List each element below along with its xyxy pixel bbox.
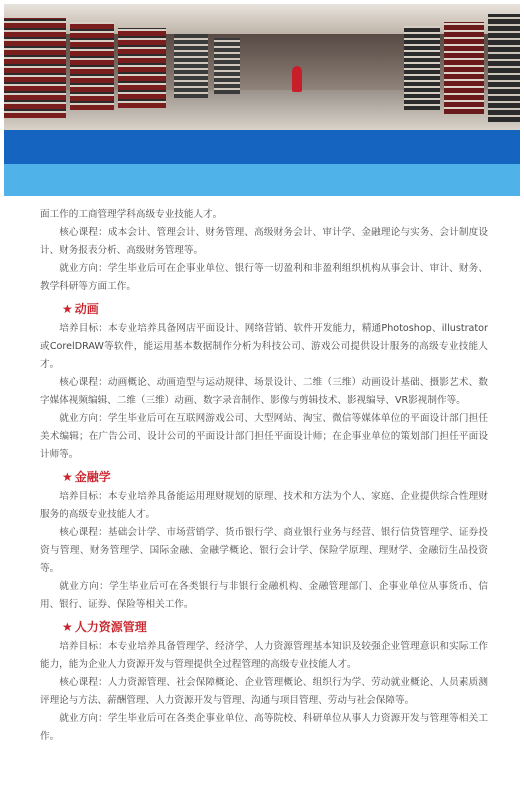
bookshelf bbox=[4, 18, 66, 118]
paragraph: 核心课程：成本会计、管理会计、财务管理、高级财务会计、审计学、金融理论与实务、会计制度设计、财务报表分析、高级财务管理等。 bbox=[40, 227, 488, 256]
paragraph: 就业方向：学生毕业后可在互联网游戏公司、大型网站、淘宝、微信等媒体单位的平面设计部门担任美术编辑；在广告公司、设计公司的平面设计部门担任平面设计师；在企事业单位的策划部门担任平面设计师等。 bbox=[40, 413, 488, 460]
library-photo bbox=[4, 4, 520, 130]
star-icon: ★ bbox=[62, 302, 73, 316]
paragraph: 培养目标：本专业培养具备网店平面设计、网络营销、软件开发能力，精通Photoshop、illustrator或CorelDRAW等软件，能运用基本数据制作分析为科技公司、游戏公司提供设计服务的高级专业技能人才。 bbox=[40, 323, 488, 370]
section-heading bbox=[62, 467, 488, 487]
paragraph: 就业方向：学生毕业后可在各类企事业单位、高等院校、科研单位从事人力资源开发与管理等相关工作。 bbox=[40, 713, 488, 742]
section-heading bbox=[62, 617, 488, 637]
section-title: 金融学 bbox=[74, 470, 111, 484]
section-heading bbox=[62, 299, 488, 319]
section-title: 人力资源管理 bbox=[74, 620, 147, 634]
paragraph: 培养目标：本专业培养具备能运用理财规划的原理、技术和方法为个人、家庭、企业提供综合性理财服务的高级专业技能人才。 bbox=[40, 491, 488, 520]
star-icon: ★ bbox=[62, 620, 73, 634]
paragraph: 就业方向：学生毕业后可在企事业单位、银行等一切盈利和非盈利组织机构从事会计、审计、财务、教学科研等方面工作。 bbox=[40, 263, 488, 292]
bookshelf bbox=[70, 22, 114, 110]
paragraph: 核心课程：动画概论、动画造型与运动规律、场景设计、二维（三维）动画设计基础、摄影艺术、数字媒体视频编辑、二维（三维）动画、数字录音制作、影像与剪辑技术、影视编导、VR影视制作等。 bbox=[40, 377, 488, 406]
star-icon: ★ bbox=[62, 470, 73, 484]
paragraph: 就业方向：学生毕业后可在各类银行与非银行金融机构、金融管理部门、企事业单位从事货币、信用、银行、证券、保险等相关工作。 bbox=[40, 581, 488, 610]
bookshelf bbox=[214, 38, 240, 94]
paragraph: 核心课程：基础会计学、市场营销学、货币银行学、商业银行业务与经营、银行信贷管理学、证券投资与管理、财务管理学、国际金融、金融学概论、银行会计学、保险学原理、理财学、金融衍生品投资等。 bbox=[40, 527, 488, 574]
header-banner bbox=[0, 0, 524, 196]
bookshelf bbox=[118, 28, 166, 108]
paragraph: 核心课程：人力资源管理、社会保障概论、企业管理概论、组织行为学、劳动就业概论、人员素质测评理论与方法、薪酬管理、人力资源开发与管理、沟通与项目管理、劳动与社会保障等。 bbox=[40, 677, 488, 706]
paragraph: 培养目标：本专业培养具备管理学、经济学、人力资源管理基本知识及较强企业管理意识和实际工作能力，能为企业人力资源开发与管理提供全过程管理的高级专业技能人才。 bbox=[40, 641, 488, 670]
bookshelf bbox=[444, 22, 484, 114]
bookshelf bbox=[174, 34, 208, 98]
bookshelf bbox=[488, 14, 520, 122]
banner-band-dark bbox=[4, 130, 520, 164]
banner-band-light bbox=[4, 164, 520, 196]
section-title: 动画 bbox=[74, 302, 99, 316]
main-content bbox=[40, 206, 488, 746]
bookshelf bbox=[404, 26, 440, 110]
reader-figure bbox=[292, 66, 302, 92]
paragraph: 面工作的工商管理学科高级专业技能人才。 bbox=[40, 209, 223, 220]
